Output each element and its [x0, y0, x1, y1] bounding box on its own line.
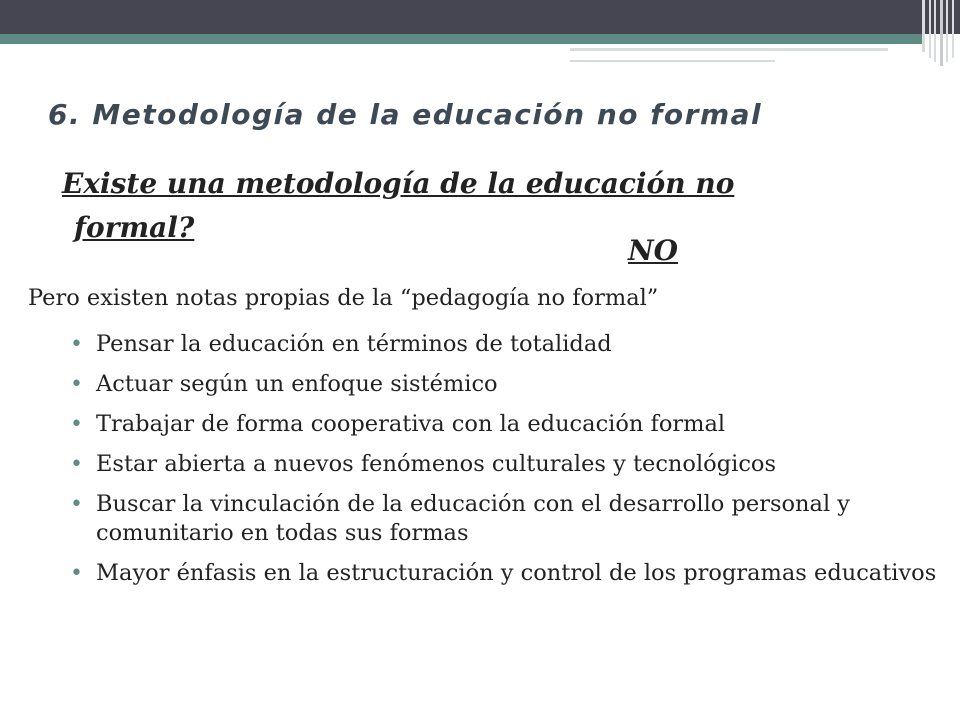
header-bar-accent [0, 34, 925, 44]
bullet-dot-icon: • [70, 492, 83, 517]
bullet-dot-icon: • [70, 332, 83, 357]
header-decor-vline [946, 0, 948, 62]
slide-title: 6. Metodología de la educación no formal [48, 98, 763, 131]
bullet-dot-icon: • [70, 452, 83, 477]
list-item-text: Pensar la educación en términos de totalidad [96, 331, 612, 357]
header-decor-vline [934, 0, 936, 62]
header-bar-dark [0, 0, 960, 34]
answer-text: NO [628, 234, 678, 267]
list-item [70, 490, 950, 548]
bullet-dot-icon: • [70, 412, 83, 437]
list-item [70, 370, 950, 399]
list-item-text: Actuar según un enfoque sistémico [96, 371, 498, 397]
list-item [70, 410, 950, 439]
bullet-list [70, 330, 950, 599]
list-item [70, 330, 950, 359]
header-decor-vline [922, 0, 925, 52]
header-decor-vline [952, 0, 954, 58]
list-item-text: Buscar la vinculación de la educación con el desarrollo personal y comunitario en todas sus formas [96, 491, 851, 546]
question-line-1: Existe una metodología de la educación no [62, 167, 735, 200]
question-line-2: formal? [74, 211, 195, 244]
header-decor-line [570, 48, 888, 51]
question-heading [62, 162, 902, 250]
intro-text: Pero existen notas propias de la “pedagogía no formal” [28, 285, 659, 311]
header-decor-vline [940, 0, 943, 66]
list-item [70, 450, 950, 479]
bullet-dot-icon: • [70, 372, 83, 397]
list-item-text: Trabajar de forma cooperativa con la educación formal [96, 411, 726, 437]
list-item-text: Mayor énfasis en la estructuración y control de los programas educativos [96, 560, 937, 586]
list-item [70, 559, 950, 588]
list-item-text: Estar abierta a nuevos fenómenos culturales y tecnológicos [96, 451, 777, 477]
header-decor-line [570, 60, 775, 62]
header-decor-vline [929, 0, 931, 58]
bullet-dot-icon: • [70, 561, 83, 586]
